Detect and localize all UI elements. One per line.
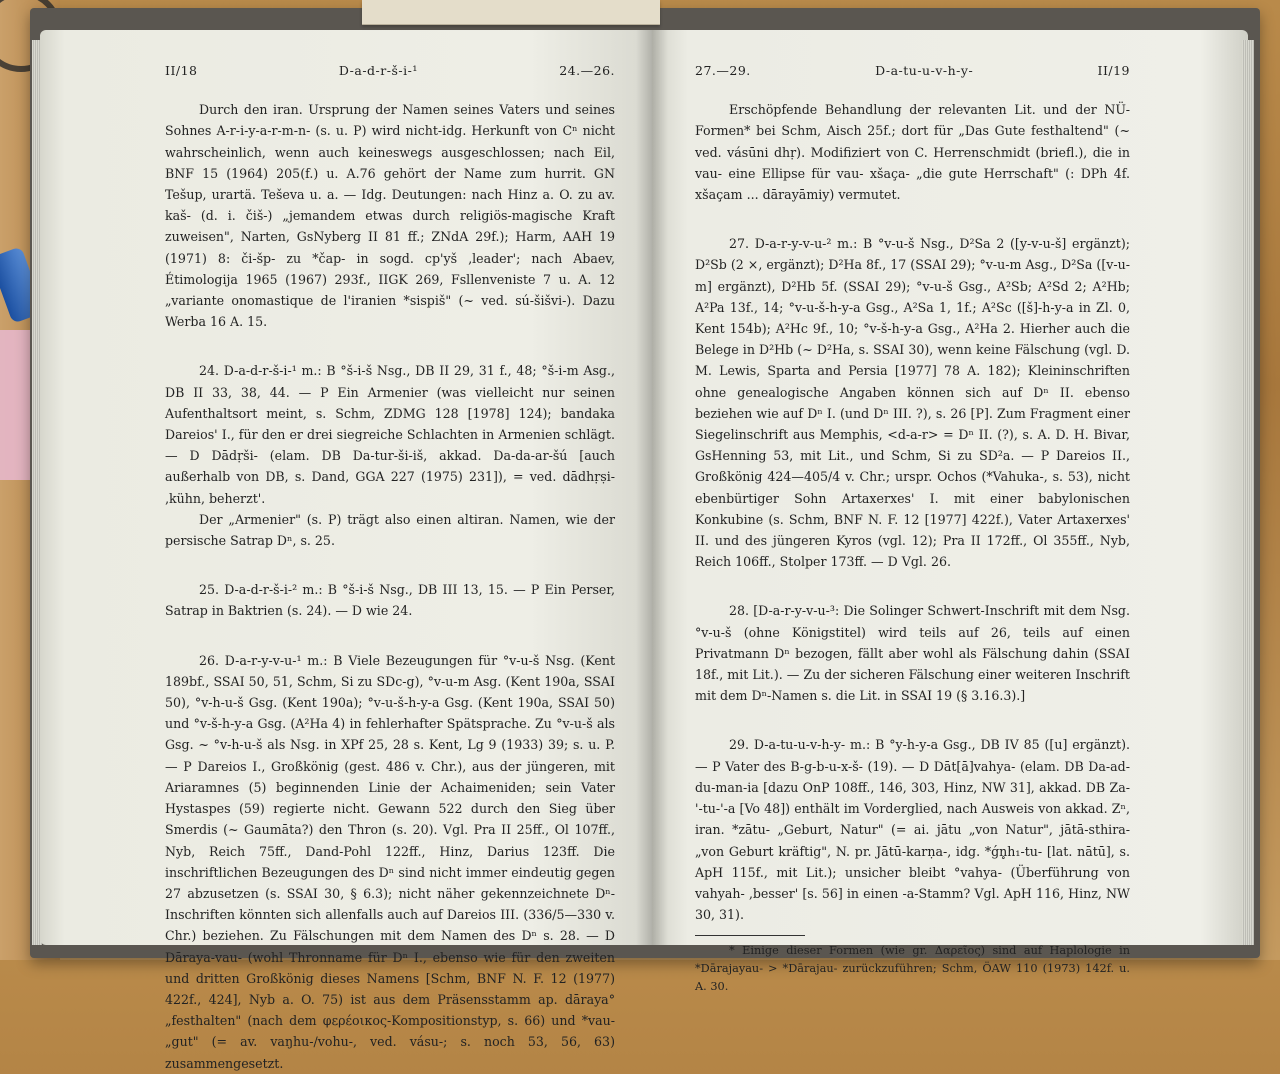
footnote-rule bbox=[695, 935, 805, 936]
footnote: * Einige dieser Formen (wie gr. Δαρεῖος) sind auf Haplologie in *Dārajayau- > *Dārajau- zurückzuführen; Schm, ÖAW 110 (1973) 142f. u. A. 30. bbox=[695, 944, 1130, 994]
right-header-title: D-a-tu-u-v-h-y- bbox=[875, 63, 974, 78]
right-page-number: II/19 bbox=[1097, 63, 1130, 78]
entry-26: 26. D-a-r-y-v-u-¹ m.: B Viele Bezeugungen für °v-u-š Nsg. (Kent 189bf., SSAI 50, 51, Schm, Si zu SDc-g), °v-u-m Asg. (Kent 190a, SSAI 50), °v-h-u-š Gsg. (Kent 190a); °v-u-š-h-y-a Gsg. (Kent 190a, SSAI 50) und °v-š-h-y-a Gsg. (A²Ha 4) in fehlerhafter Spätsprache. Zu °v-u-š als Gsg. ~ °v-h-u-š als Nsg. in XPf 25, 28 s. Kent, Lg 9 (1933) 39; s. u. P. — P Dareios I., Großkönig (gest. 486 v. Chr.), aus der jüngeren, mit Ariaramnes (5) beginnenden Linie der Achaimeniden; sein Vater Hystaspes (59) regierte nicht. Gewann 522 durch den Sieg über Smerdis (~ Gaumāta?) den Thron (s. 20). Vgl. Pra II 25ff., Ol 107ff., Nyb, Reich 75ff., Dand-Pohl 122ff., Hinz, Darius 123ff. Die inschriftlichen Bezeugungen des Dⁿ sind nicht immer eindeutig gegen 27 abzusetzen (s. SSAI 30, § 6.3); nicht näher gekennzeichnete Dⁿ-Inschriften könnten sich allenfalls auch auf Dareios III. (336/5—330 v. Chr.) beziehen. Zu Fälschungen mit dem Namen des Dⁿ s. 28. — D Dāraya-vau- (wohl Thronname für Dⁿ I., ebenso wie für den zweiten und dritten Großkönig dieses Namens [Schm, BNF N. F. 12 (1977) 422f., 424], Nyb a. O. 75) ist aus dem Präsensstamm ap. dāraya° „festhalten" (nach dem φερέοικος-Kompositionstyp, s. 66) und *vau- „gut" (= av. vaŋhu-/vohu-, ved. vásu-; s. noch 53, 56, 63) zusammengesetzt. bbox=[165, 652, 615, 1071]
entry-28: 28. [D-a-r-y-v-u-³: Die Solinger Schwert-Inschrift mit dem Nsg. °v-u-š (ohne Königstitel) wird teils auf 26, teils auf einen Privatmann Dⁿ bezogen, fällt aber wohl als Fälschung dahin (SSAI 18f., mit Lit.). — Zu der sicheren Fälschung einer weiteren Inschrift mit dem Dⁿ-Namen s. die Lit. in SSAI 19 (§ 3.16.3).] bbox=[695, 603, 1130, 704]
paragraph: Erschöpfende Behandlung der relevanten Lit. und der NÜ-Formen* bei Schm, Aisch 25f.; dort für „Das Gute festhaltend" (~ ved. vásūni dhṛ). Modifiziert von C. Herrenschmidt (briefl.), die in vau- eine Ellipse für vau- xšaça- „die gute Herrschaft" (: DPh 4f. xšaçam ... dārayāmiy) vermutet. bbox=[695, 102, 1130, 203]
paragraph: Der „Armenier" (s. P) trägt also einen altiran. Namen, wie der persische Satrap Dⁿ, s. 25. bbox=[165, 511, 615, 549]
entry-27: 27. D-a-r-y-v-u-² m.: B °v-u-š Nsg., D²Sa 2 ([y-v-u-š] ergänzt); D²Sb (2 ×, ergänzt); D²Ha 8f., 17 (SSAI 29); °v-u-m Asg., D²Sa ([v-u-m] ergänzt), D²Hb 5f. (SSAI 29); °v-u-š Gsg., A²Sb; A²Sd 2; A²Hb; A²Pa 13f., 14; °v-u-š-h-y-a Gsg., A²Sa 1, 1f.; A²Sc ([š]-h-y-a in Zl. 0, Kent 154b); A²Hc 9f., 10; °v-š-h-y-a Gsg., A²Ha 2. Hierher auch die Belege in D²Hb (~ D²Ha, s. SSAI 30), wenn keine Fälschung (vgl. D. M. Lewis, Sparta and Persia [1977] 78 A. 182); Kleininschriften ohne genealogische Angaben können sich auf Dⁿ II. ebenso beziehen wie auf Dⁿ I. (und Dⁿ III. ?), s. 26 [P]. Zum Fragment einer Siegelinschrift aus Memphis, <d-a-r> = Dⁿ II. (?), s. A. D. H. Bivar, GsHenning 53, mit Lit., und Schm, Si zu SD²a. — P Dareios II., Großkönig 424—405/4 v. Chr.; urspr. Ochos (*Vahuka-, s. 53), nicht ebenbürtiger Sohn Artaxerxes' I. mit einer babylonischen Konkubine (s. Schm, BNF N. F. 12 [1977] 422f.), Vater Artaxerxes' II. und des jüngeren Kyros (vgl. 12); Pra II 172ff., Ol 355ff., Nyb, Reich 106ff., Stolper 173ff. — D Vgl. 26. bbox=[695, 236, 1130, 570]
page-edges-right bbox=[1242, 40, 1254, 945]
left-page-number: II/18 bbox=[165, 63, 198, 78]
right-header-range: 27.—29. bbox=[695, 63, 751, 78]
right-page-text bbox=[695, 60, 1130, 996]
entry-29: 29. D-a-tu-u-v-h-y- m.: B °y-h-y-a Gsg., DB IV 85 ([u] ergänzt). — P Vater des B-g-b-u-x-š- (19). — D Dāt[ā]vahya- (elam. DB Da-ad-du-man-ia [dazu OnP 108ff., 146, 303, Hinz, NW 31], akkad. DB Za-'-tu-'-a [Vo 48]) enthält im Vorderglied, nach Ausweis von akkad. Zⁿ, iran. *zātu- „Geburt, Natur" (= ai. jātu „von Natur", jātā-sthira- „von Geburt kräftig", N. pr. Jātū-karṇa-, idg. *ǵn̥h₁-tu- [lat. nātū], s. ApH 115f., mit Lit.); unsicher bleibt °vahya- (Überführung von vahyah- ‚besser' [s. 56] in einen -a-Stamm? Vgl. ApH 116, Hinz, NW 30, 31). bbox=[695, 737, 1130, 923]
left-header-title: D-a-d-r-š-i-¹ bbox=[338, 63, 418, 78]
paper-slip-bookmark bbox=[362, 0, 660, 25]
paragraph: Durch den iran. Ursprung der Namen seines Vaters und seines Sohnes A-r-i-y-a-r-m-n- (s. u. P) wird nicht-idg. Herkunft von Cⁿ nicht wahrscheinlich, wenn auch keineswegs ausgeschlossen; nach Eil, BNF 15 (1964) 205(f.) u. A.76 gehört der Name zum hurrit. GN Tešup, urartä. Teševa u. a. — Idg. Deutungen: nach Hinz a. O. zu av. kaš- (d. i. čiš-) „jemandem etwas durch religiös-magische Kraft zuweisen", Narten, GsNyberg II 81 ff.; ZNdA 29f.); Harm, AAH 19 (1971) 8: či-šp- zu *čap- in sogd. cp'yš ‚leader'; nach Abaev, Étimologija 1965 (1967) 293f., IIGK 269, Fsllenveniste 7 u. A. 12 „variante onomastique de l'iranien *sispiš" (~ ved. sú-šišvi-). Dazu Werba 16 A. 15. bbox=[165, 102, 615, 330]
left-running-header bbox=[165, 60, 615, 81]
right-running-header bbox=[695, 60, 1130, 81]
left-page-text bbox=[165, 60, 615, 1074]
entry-25: 25. D-a-d-r-š-i-² m.: B °š-i-š Nsg., DB III 13, 15. — P Ein Perser, Satrap in Baktrien (s. 24). — D wie 24. bbox=[165, 582, 615, 619]
entry-24: 24. D-a-d-r-š-i-¹ m.: B °š-i-š Nsg., DB II 29, 31 f., 48; °š-i-m Asg., DB II 33, 38, 44. — P Ein Armenier (was vielleicht nur seinen Aufenthaltsort meint, s. Schm, ZDMG 128 [1978] 124); bandaka Dareios' I., für den er drei siegreiche Schlachten in Armenien schlägt. — D Dādṛši- (elam. DB Da-tur-ši-iš, akkad. Da-da-ar-šú [auch außerhalb von DB, s. Dand, GGA 227 (1975) 231]), = ved. dādhṛṣi- ‚kühn, beherzt'. bbox=[165, 363, 615, 506]
book-gutter bbox=[636, 30, 668, 945]
left-header-range: 24.—26. bbox=[559, 63, 615, 78]
